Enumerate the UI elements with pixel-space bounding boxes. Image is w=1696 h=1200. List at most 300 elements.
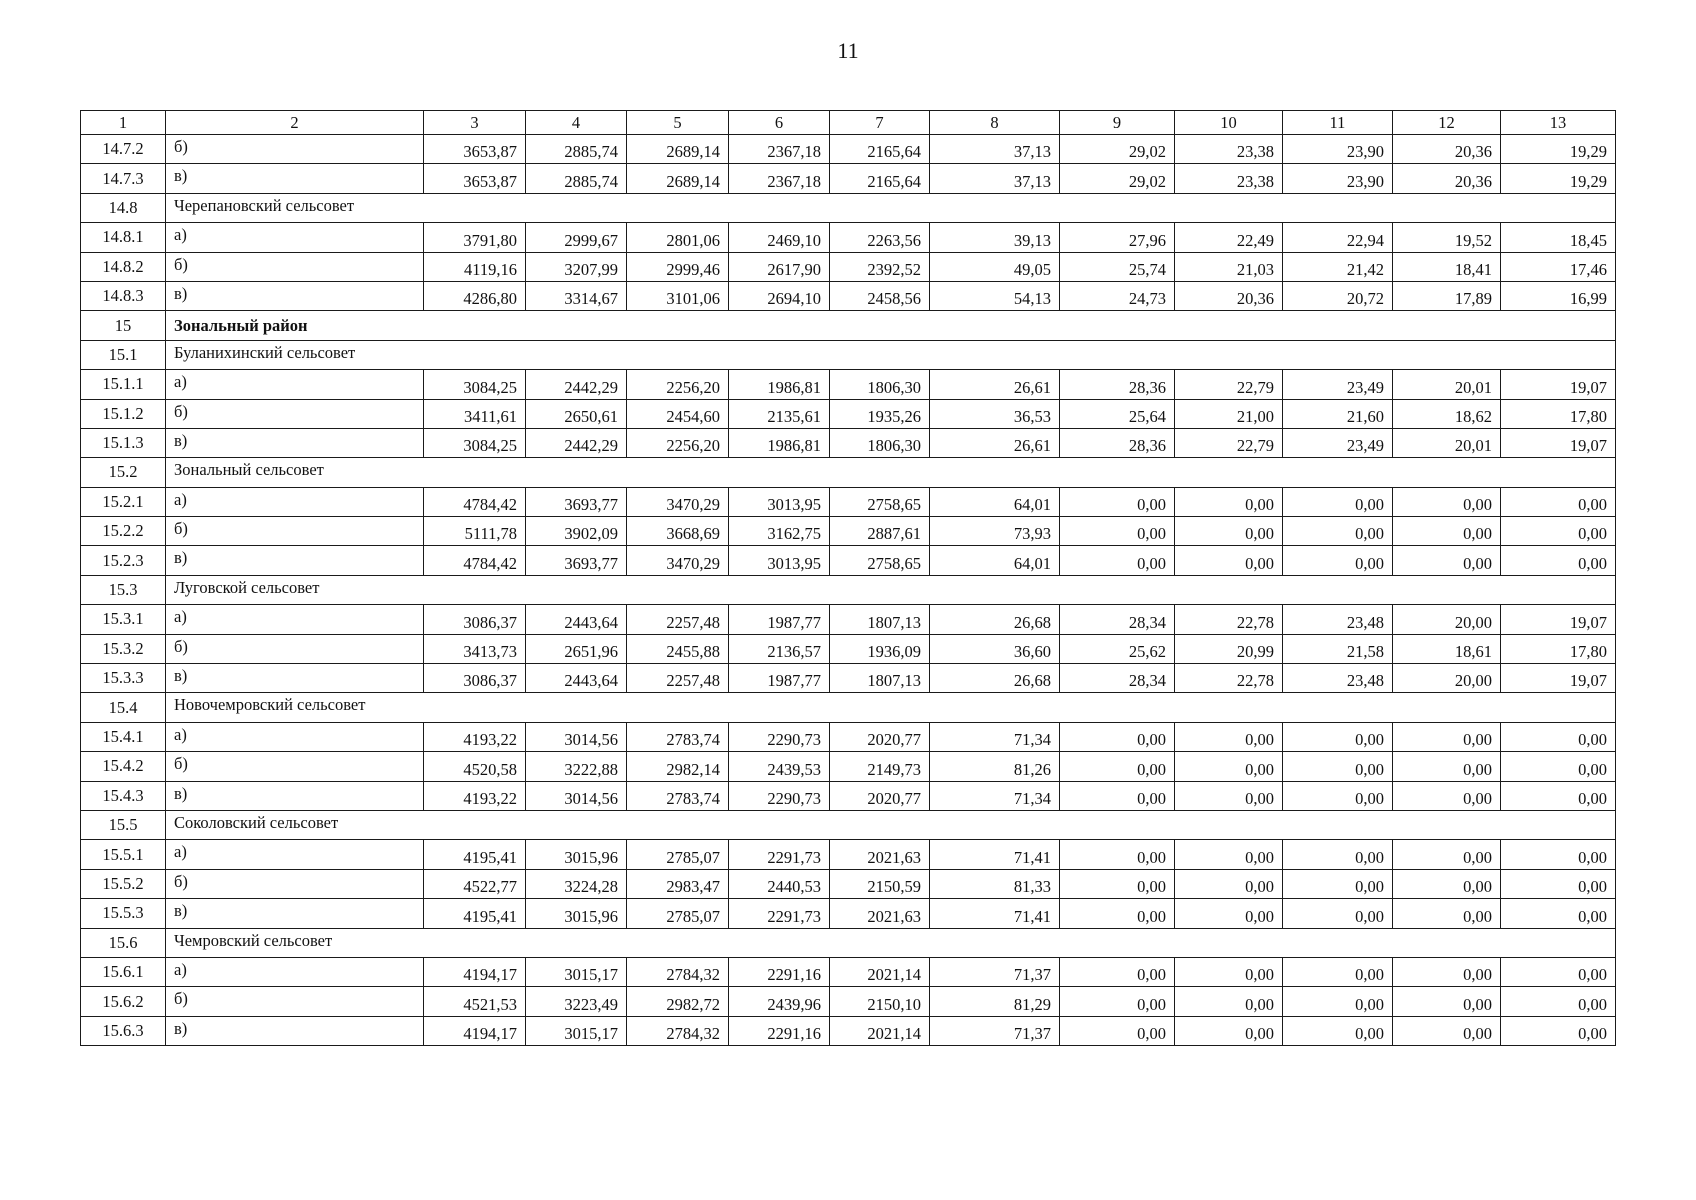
cell-col-5: 2785,07 [627,899,729,928]
cell-col-11: 0,00 [1283,487,1393,516]
column-header-8: 8 [930,111,1060,135]
cell-col-4: 2442,29 [526,370,627,399]
cell-col-5: 2785,07 [627,840,729,869]
cell-col-6: 1987,77 [729,605,830,634]
cell-col-13: 16,99 [1501,281,1616,310]
row-code: 14.7.3 [81,164,166,193]
cell-col-7: 2150,10 [830,987,930,1016]
cell-col-12: 0,00 [1393,957,1501,986]
council-row [81,575,1616,604]
cell-col-12: 0,00 [1393,781,1501,810]
cell-col-9: 25,74 [1060,252,1175,281]
cell-col-9: 25,62 [1060,634,1175,663]
column-header-12: 12 [1393,111,1501,135]
row-code: 15.3.3 [81,664,166,693]
cell-col-13: 0,00 [1501,987,1616,1016]
cell-col-13: 0,00 [1501,517,1616,546]
row-label: Черепановский сельсовет [166,193,1616,222]
cell-col-13: 0,00 [1501,487,1616,516]
cell-col-7: 2165,64 [830,135,930,164]
table-row [81,869,1616,898]
cell-col-12: 0,00 [1393,517,1501,546]
cell-col-7: 2263,56 [830,223,930,252]
row-label: Зональный район [166,311,1616,340]
cell-col-8: 71,34 [930,781,1060,810]
cell-col-7: 2758,65 [830,546,930,575]
cell-col-7: 1807,13 [830,605,930,634]
cell-col-13: 0,00 [1501,722,1616,751]
cell-col-9: 0,00 [1060,546,1175,575]
cell-col-10: 0,00 [1175,722,1283,751]
row-code: 15.1.3 [81,428,166,457]
cell-col-3: 3086,37 [424,605,526,634]
cell-col-12: 18,61 [1393,634,1501,663]
cell-col-7: 2021,14 [830,957,930,986]
cell-col-5: 2256,20 [627,370,729,399]
cell-col-4: 2443,64 [526,605,627,634]
council-row [81,193,1616,222]
table-row [81,752,1616,781]
cell-col-6: 2440,53 [729,869,830,898]
cell-col-13: 0,00 [1501,840,1616,869]
cell-col-8: 81,26 [930,752,1060,781]
cell-col-3: 5111,78 [424,517,526,546]
cell-col-4: 3015,96 [526,899,627,928]
cell-col-13: 0,00 [1501,957,1616,986]
row-code: 15.5.1 [81,840,166,869]
cell-col-4: 3902,09 [526,517,627,546]
row-label: в) [166,781,424,810]
cell-col-6: 2290,73 [729,722,830,751]
cell-col-6: 2135,61 [729,399,830,428]
table-row [81,252,1616,281]
row-code: 15.4.3 [81,781,166,810]
cell-col-3: 4194,17 [424,1016,526,1045]
cell-col-11: 0,00 [1283,1016,1393,1045]
cell-col-3: 4784,42 [424,487,526,516]
cell-col-3: 4521,53 [424,987,526,1016]
cell-col-8: 26,61 [930,370,1060,399]
cell-col-8: 39,13 [930,223,1060,252]
cell-col-3: 4784,42 [424,546,526,575]
cell-col-5: 2982,14 [627,752,729,781]
cell-col-3: 3084,25 [424,370,526,399]
cell-col-6: 2617,90 [729,252,830,281]
cell-col-11: 22,94 [1283,223,1393,252]
table-row [81,722,1616,751]
cell-col-6: 2694,10 [729,281,830,310]
cell-col-10: 22,49 [1175,223,1283,252]
cell-col-8: 37,13 [930,164,1060,193]
row-code: 15.4.2 [81,752,166,781]
cell-col-3: 3653,87 [424,164,526,193]
cell-col-4: 3223,49 [526,987,627,1016]
row-code: 14.7.2 [81,135,166,164]
cell-col-13: 0,00 [1501,546,1616,575]
district-row [81,311,1616,340]
cell-col-7: 2020,77 [830,781,930,810]
column-header-11: 11 [1283,111,1393,135]
row-label: б) [166,135,424,164]
cell-col-3: 3413,73 [424,634,526,663]
column-header-10: 10 [1175,111,1283,135]
cell-col-3: 3653,87 [424,135,526,164]
cell-col-13: 0,00 [1501,1016,1616,1045]
row-code: 15.4 [81,693,166,722]
cell-col-9: 28,34 [1060,605,1175,634]
cell-col-6: 2136,57 [729,634,830,663]
column-header-3: 3 [424,111,526,135]
cell-col-12: 17,89 [1393,281,1501,310]
cell-col-6: 1987,77 [729,664,830,693]
row-label: в) [166,428,424,457]
cell-col-12: 20,00 [1393,664,1501,693]
row-code: 15.2.1 [81,487,166,516]
cell-col-12: 0,00 [1393,722,1501,751]
cell-col-7: 1807,13 [830,664,930,693]
cell-col-5: 2783,74 [627,781,729,810]
cell-col-8: 71,37 [930,1016,1060,1045]
cell-col-11: 23,48 [1283,664,1393,693]
cell-col-3: 4193,22 [424,722,526,751]
column-header-4: 4 [526,111,627,135]
row-code: 15.2.3 [81,546,166,575]
cell-col-9: 0,00 [1060,957,1175,986]
cell-col-4: 3224,28 [526,869,627,898]
row-label: Буланихинский сельсовет [166,340,1616,369]
cell-col-11: 20,72 [1283,281,1393,310]
cell-col-10: 0,00 [1175,987,1283,1016]
cell-col-10: 20,36 [1175,281,1283,310]
cell-col-4: 3314,67 [526,281,627,310]
cell-col-13: 0,00 [1501,752,1616,781]
cell-col-12: 20,01 [1393,370,1501,399]
cell-col-9: 28,36 [1060,428,1175,457]
cell-col-8: 26,61 [930,428,1060,457]
cell-col-10: 0,00 [1175,487,1283,516]
cell-col-12: 0,00 [1393,869,1501,898]
cell-col-9: 29,02 [1060,135,1175,164]
cell-col-6: 1986,81 [729,428,830,457]
row-code: 14.8.1 [81,223,166,252]
cell-col-9: 28,34 [1060,664,1175,693]
table-row [81,223,1616,252]
cell-col-4: 2442,29 [526,428,627,457]
cell-col-11: 21,42 [1283,252,1393,281]
row-label: Новочемровский сельсовет [166,693,1616,722]
cell-col-10: 0,00 [1175,899,1283,928]
row-label: б) [166,634,424,663]
row-code: 15.3 [81,575,166,604]
cell-col-11: 23,48 [1283,605,1393,634]
cell-col-3: 3791,80 [424,223,526,252]
table-row [81,840,1616,869]
cell-col-4: 2650,61 [526,399,627,428]
cell-col-9: 0,00 [1060,517,1175,546]
row-code: 14.8 [81,193,166,222]
row-label: б) [166,987,424,1016]
cell-col-5: 2454,60 [627,399,729,428]
row-label: б) [166,517,424,546]
column-header-5: 5 [627,111,729,135]
table-row [81,164,1616,193]
cell-col-5: 2801,06 [627,223,729,252]
row-code: 15.6.2 [81,987,166,1016]
cell-col-10: 0,00 [1175,517,1283,546]
cell-col-9: 29,02 [1060,164,1175,193]
cell-col-8: 81,29 [930,987,1060,1016]
cell-col-13: 19,07 [1501,664,1616,693]
cell-col-11: 0,00 [1283,957,1393,986]
cell-col-3: 4520,58 [424,752,526,781]
row-label: в) [166,664,424,693]
cell-col-11: 0,00 [1283,546,1393,575]
cell-col-3: 4193,22 [424,781,526,810]
cell-col-10: 22,78 [1175,605,1283,634]
cell-col-8: 73,93 [930,517,1060,546]
cell-col-3: 4195,41 [424,899,526,928]
row-label: в) [166,546,424,575]
table-row [81,987,1616,1016]
cell-col-4: 2885,74 [526,135,627,164]
row-label: Соколовский сельсовет [166,810,1616,839]
cell-col-4: 2651,96 [526,634,627,663]
cell-col-11: 0,00 [1283,752,1393,781]
cell-col-10: 23,38 [1175,135,1283,164]
column-header-9: 9 [1060,111,1175,135]
cell-col-7: 2150,59 [830,869,930,898]
cell-col-3: 3086,37 [424,664,526,693]
cell-col-8: 71,37 [930,957,1060,986]
cell-col-13: 17,80 [1501,399,1616,428]
cell-col-3: 4522,77 [424,869,526,898]
table-row [81,664,1616,693]
table-row [81,135,1616,164]
row-label: а) [166,605,424,634]
row-label: Зональный сельсовет [166,458,1616,487]
table-row [81,1016,1616,1045]
cell-col-12: 0,00 [1393,1016,1501,1045]
cell-col-3: 4119,16 [424,252,526,281]
cell-col-4: 3015,17 [526,957,627,986]
table-row [81,428,1616,457]
cell-col-11: 0,00 [1283,987,1393,1016]
row-code: 15.2.2 [81,517,166,546]
cell-col-5: 2983,47 [627,869,729,898]
cell-col-13: 19,29 [1501,135,1616,164]
cell-col-6: 2439,53 [729,752,830,781]
cell-col-5: 2784,32 [627,957,729,986]
council-row [81,928,1616,957]
cell-col-5: 2783,74 [627,722,729,751]
cell-col-8: 81,33 [930,869,1060,898]
cell-col-5: 2455,88 [627,634,729,663]
cell-col-6: 2367,18 [729,135,830,164]
cell-col-5: 2256,20 [627,428,729,457]
cell-col-8: 36,60 [930,634,1060,663]
row-code: 14.8.3 [81,281,166,310]
row-label: Чемровский сельсовет [166,928,1616,957]
row-label: а) [166,487,424,516]
cell-col-4: 3014,56 [526,722,627,751]
cell-col-9: 25,64 [1060,399,1175,428]
row-code: 15.6.3 [81,1016,166,1045]
cell-col-12: 0,00 [1393,487,1501,516]
cell-col-12: 0,00 [1393,987,1501,1016]
data-table [80,110,1616,1046]
cell-col-13: 17,80 [1501,634,1616,663]
cell-col-10: 0,00 [1175,957,1283,986]
cell-col-9: 0,00 [1060,987,1175,1016]
cell-col-11: 0,00 [1283,869,1393,898]
cell-col-5: 3101,06 [627,281,729,310]
cell-col-12: 19,52 [1393,223,1501,252]
cell-col-13: 19,07 [1501,605,1616,634]
column-header-6: 6 [729,111,830,135]
row-code: 15.1.2 [81,399,166,428]
cell-col-9: 0,00 [1060,869,1175,898]
cell-col-12: 18,62 [1393,399,1501,428]
row-code: 15.6.1 [81,957,166,986]
row-code: 15.5.2 [81,869,166,898]
cell-col-6: 2290,73 [729,781,830,810]
row-label: а) [166,840,424,869]
cell-col-6: 2439,96 [729,987,830,1016]
cell-col-12: 18,41 [1393,252,1501,281]
row-label: а) [166,722,424,751]
column-header-2: 2 [166,111,424,135]
cell-col-11: 23,90 [1283,164,1393,193]
cell-col-11: 0,00 [1283,781,1393,810]
table-row [81,517,1616,546]
cell-col-13: 19,29 [1501,164,1616,193]
cell-col-4: 2443,64 [526,664,627,693]
table-row [81,487,1616,516]
table-header-row [81,111,1616,135]
cell-col-4: 3207,99 [526,252,627,281]
cell-col-6: 2291,16 [729,957,830,986]
cell-col-8: 26,68 [930,605,1060,634]
row-label: Луговской сельсовет [166,575,1616,604]
cell-col-5: 3470,29 [627,546,729,575]
cell-col-8: 49,05 [930,252,1060,281]
cell-col-7: 2021,14 [830,1016,930,1045]
row-code: 15.6 [81,928,166,957]
row-label: а) [166,370,424,399]
cell-col-3: 4194,17 [424,957,526,986]
table-body [81,111,1616,1046]
cell-col-8: 26,68 [930,664,1060,693]
row-label: в) [166,164,424,193]
table-row [81,370,1616,399]
cell-col-10: 0,00 [1175,546,1283,575]
cell-col-12: 20,00 [1393,605,1501,634]
table-row [81,899,1616,928]
row-code: 15.3.2 [81,634,166,663]
cell-col-8: 71,41 [930,899,1060,928]
cell-col-6: 2291,16 [729,1016,830,1045]
cell-col-12: 0,00 [1393,752,1501,781]
row-label: б) [166,252,424,281]
cell-col-12: 0,00 [1393,546,1501,575]
cell-col-11: 21,60 [1283,399,1393,428]
cell-col-11: 23,49 [1283,428,1393,457]
cell-col-4: 2999,67 [526,223,627,252]
cell-col-10: 0,00 [1175,840,1283,869]
cell-col-5: 3470,29 [627,487,729,516]
council-row [81,693,1616,722]
cell-col-6: 3162,75 [729,517,830,546]
column-header-13: 13 [1501,111,1616,135]
cell-col-6: 2291,73 [729,899,830,928]
cell-col-10: 22,79 [1175,428,1283,457]
cell-col-7: 2458,56 [830,281,930,310]
row-label: б) [166,399,424,428]
table-row [81,399,1616,428]
cell-col-9: 0,00 [1060,899,1175,928]
table-row [81,605,1616,634]
row-code: 15.4.1 [81,722,166,751]
cell-col-5: 3668,69 [627,517,729,546]
row-label: в) [166,1016,424,1045]
cell-col-13: 0,00 [1501,869,1616,898]
cell-col-11: 0,00 [1283,722,1393,751]
row-code: 15.2 [81,458,166,487]
cell-col-6: 2367,18 [729,164,830,193]
cell-col-13: 18,45 [1501,223,1616,252]
cell-col-9: 0,00 [1060,1016,1175,1045]
cell-col-13: 0,00 [1501,899,1616,928]
cell-col-12: 0,00 [1393,840,1501,869]
cell-col-4: 3015,17 [526,1016,627,1045]
cell-col-9: 0,00 [1060,840,1175,869]
council-row [81,458,1616,487]
cell-col-3: 4195,41 [424,840,526,869]
cell-col-7: 2021,63 [830,899,930,928]
cell-col-7: 2149,73 [830,752,930,781]
cell-col-10: 21,03 [1175,252,1283,281]
cell-col-8: 71,34 [930,722,1060,751]
cell-col-11: 23,49 [1283,370,1393,399]
cell-col-7: 1936,09 [830,634,930,663]
cell-col-11: 0,00 [1283,517,1393,546]
cell-col-8: 64,01 [930,546,1060,575]
cell-col-11: 23,90 [1283,135,1393,164]
row-code: 15.5 [81,810,166,839]
table-row [81,634,1616,663]
cell-col-4: 3693,77 [526,487,627,516]
cell-col-4: 2885,74 [526,164,627,193]
cell-col-8: 36,53 [930,399,1060,428]
cell-col-8: 37,13 [930,135,1060,164]
cell-col-7: 2021,63 [830,840,930,869]
cell-col-10: 22,78 [1175,664,1283,693]
cell-col-4: 3222,88 [526,752,627,781]
cell-col-8: 64,01 [930,487,1060,516]
cell-col-8: 54,13 [930,281,1060,310]
cell-col-6: 2291,73 [729,840,830,869]
cell-col-5: 2689,14 [627,135,729,164]
cell-col-9: 0,00 [1060,487,1175,516]
cell-col-5: 2257,48 [627,664,729,693]
cell-col-13: 19,07 [1501,428,1616,457]
table-row [81,281,1616,310]
cell-col-4: 3014,56 [526,781,627,810]
cell-col-10: 23,38 [1175,164,1283,193]
cell-col-3: 3411,61 [424,399,526,428]
cell-col-12: 0,00 [1393,899,1501,928]
page-number: 11 [837,38,859,63]
